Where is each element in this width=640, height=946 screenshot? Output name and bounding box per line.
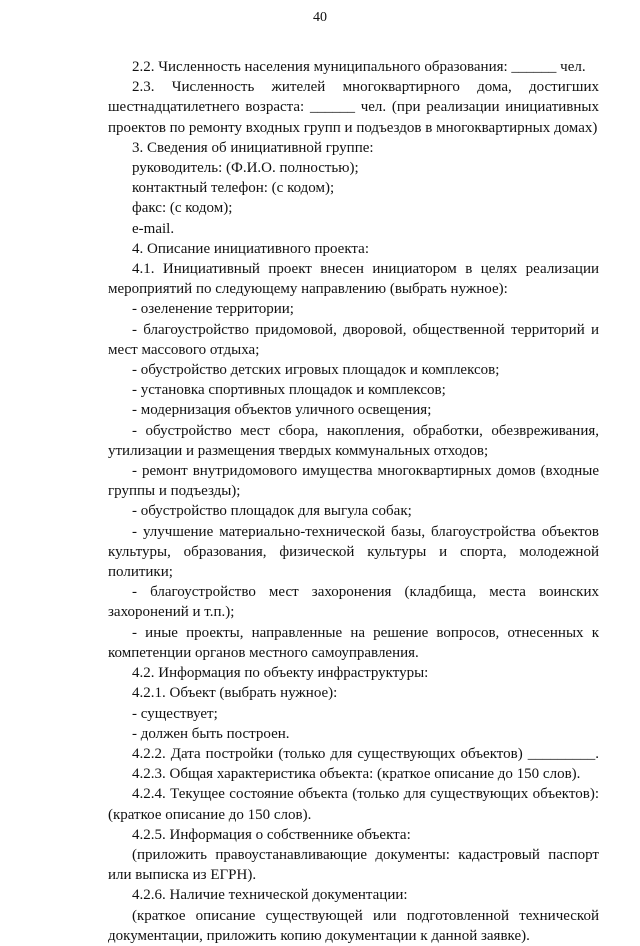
paragraph-fax: факс: (с кодом); [132,200,233,217]
list-item-playgrounds: - обустройство детских игровых площадок и комплексов; [132,362,500,379]
list-item-waste: - обустройство мест сбора, накопления, обработки, обезвреживания, утилизации и размещения твердых коммунальных отходов; [108,422,599,459]
paragraph-4-2-5: 4.2.5. Информация о собственнике объекта: [132,826,411,843]
list-item-other: - иные проекты, направленные на решение вопросов, отнесенных к компетенции органов местного самоуправления. [108,624,599,661]
paragraph-2-2: 2.2. Численность населения муниципального образования: ______ чел. [132,59,586,75]
paragraph-tech-docs: (краткое описание существующей или подготовленной технической документации, приложить копию документации к данной заявке). [108,907,599,944]
list-item-exists: - существует; [132,705,218,722]
page-number: 40 [313,10,327,25]
paragraph-4-2-3: 4.2.3. Общая характеристика объекта: (краткое описание до 150 слов). [132,766,581,783]
list-item-greening: - озеленение территории; [132,301,294,318]
paragraph-owner-docs: (приложить правоустанавливающие документы: кадастровый паспорт или выписка из ЕГРН). [108,846,599,884]
paragraph-email: e-mail. [132,220,175,237]
list-item-sports: - установка спортивных площадок и комплексов; [132,382,446,399]
paragraph-4-2-6: 4.2.6. Наличие технической документации: [132,887,408,904]
list-item-dog-areas: - обустройство площадок для выгула собак; [132,503,412,520]
document-body [108,57,599,946]
list-item-to-build: - должен быть построен. [132,725,290,742]
list-item-repair: - ремонт внутридомового имущества многоквартирных домов (входные группы и подъезды); [108,463,599,500]
paragraph-leader: руководитель: (Ф.И.О. полностью); [132,160,359,177]
list-item-lighting: - модернизация объектов уличного освещения; [132,402,432,419]
list-item-culture: - улучшение материально-технической базы, благоустройства объектов культуры, образования, физической культуры и спорта, молодежной политики; [108,523,599,581]
paragraph-4-heading: 4. Описание инициативного проекта: [132,240,369,257]
list-item-improvement: - благоустройство придомовой, дворовой, общественной территорий и мест массового отдыха; [108,321,599,358]
paragraph-4-2-2: 4.2.2. Дата постройки (только для существующих объектов) _________. [132,745,599,762]
paragraph-4-2-1: 4.2.1. Объект (выбрать нужное): [132,685,338,702]
paragraph-4-1: 4.1. Инициативный проект внесен инициатором в целях реализации мероприятий по следующему направлению (выбрать нужное): [108,261,599,298]
list-item-burial: - благоустройство мест захоронения (кладбища, места воинских захоронений и т.п.); [108,584,599,621]
paragraph-4-2-4: 4.2.4. Текущее состояние объекта (только для существующих объектов): (краткое описание до 150 слов). [108,786,599,823]
paragraph-3-heading: 3. Сведения об инициативной группе: [132,139,374,156]
paragraph-phone: контактный телефон: (с кодом); [132,180,335,197]
paragraph-4-2: 4.2. Информация по объекту инфраструктуры: [132,665,429,682]
paragraph-2-3: 2.3. Численность жителей многоквартирного дома, достигших шестнадцатилетнего возраста: ______ чел. (при реализации инициативных проектов по ремонту входных групп и подъездов в многоквартирных домах) [108,79,599,136]
